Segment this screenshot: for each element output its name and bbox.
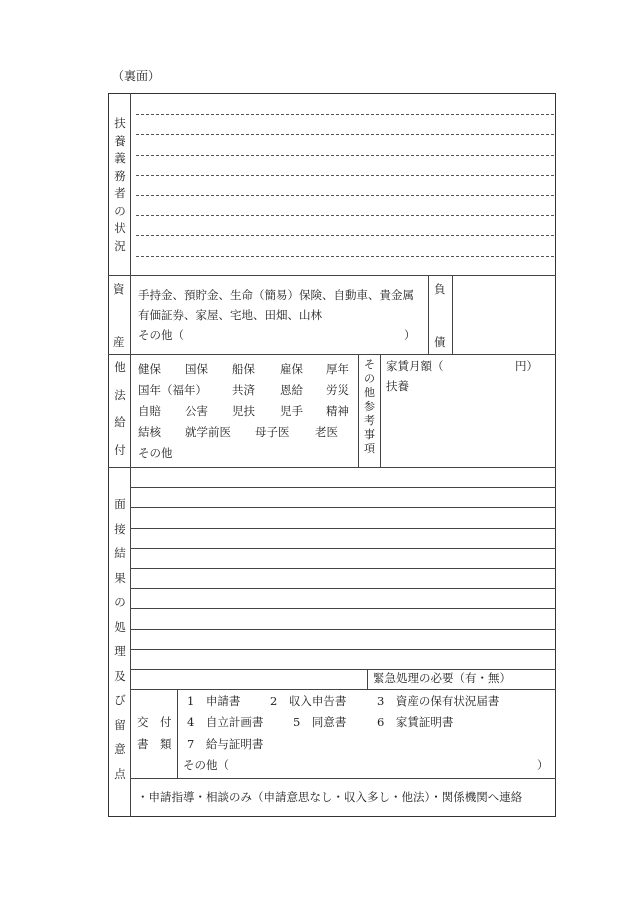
mensetsu-section-label: 面 接 結 果 の 処 理 及 び 留 意 点 bbox=[114, 497, 126, 781]
shisan-line-1: 手持金、預貯金、生命（簡易）保険、自動車、貴金属 bbox=[138, 288, 414, 302]
koufu-label-line2: 書 類 bbox=[137, 737, 172, 751]
followup-options[interactable]: ・申請指導・相談のみ（申請意思なし・収入多し・他法）・関係機関へ連絡 bbox=[137, 790, 523, 804]
shisan-other-close: ） bbox=[404, 328, 416, 342]
koufu-item[interactable]: 6 家賃証明書 bbox=[377, 715, 454, 729]
tahou-item: 雇保 bbox=[280, 362, 303, 376]
fusai-input-area[interactable] bbox=[453, 276, 555, 353]
fuyou-note-label: 扶養 bbox=[386, 379, 409, 393]
koufu-other-close: ） bbox=[537, 758, 549, 772]
fusai-label-bottom: 債 bbox=[434, 335, 446, 349]
tahou-item: その他 bbox=[138, 446, 173, 460]
koufu-item[interactable]: 3 資産の保有状況届書 bbox=[377, 694, 500, 708]
tahou-item: 精神 bbox=[326, 404, 349, 418]
tahou-item: 母子医 bbox=[255, 425, 290, 439]
rent-amount-label: 家賃月額（ bbox=[386, 359, 444, 373]
koufu-item[interactable]: 7 給与証明書 bbox=[187, 737, 264, 751]
koufu-item[interactable]: 1 申請書 bbox=[187, 694, 241, 708]
tahou-item: 自賠 bbox=[138, 404, 161, 418]
tahou-item: 船保 bbox=[232, 362, 255, 376]
koufu-item[interactable]: 4 自立計画書 bbox=[187, 715, 264, 729]
fusai-label-top: 負 bbox=[434, 282, 446, 296]
tahou-item: 労災 bbox=[326, 383, 349, 397]
tahou-section-label: 他 法 給 付 bbox=[114, 360, 126, 457]
form-frame bbox=[108, 93, 556, 817]
tahou-item: 健保 bbox=[138, 362, 161, 376]
sonota-section-label: そ の 他 参 考 事 項 bbox=[364, 358, 375, 455]
rent-amount-unit: 円） bbox=[515, 359, 538, 373]
tahou-item: 児手 bbox=[280, 404, 303, 418]
shisan-label-top: 資 bbox=[113, 282, 125, 296]
tahou-item: 結核 bbox=[138, 425, 161, 439]
tahou-item: 国年（福年） bbox=[138, 383, 207, 397]
shisan-label-bottom: 産 bbox=[113, 335, 125, 349]
koufu-other[interactable]: その他（ bbox=[183, 758, 229, 772]
fuyou-section-label: 扶 養 義 務 者 の 状 況 bbox=[114, 116, 126, 253]
kinkyu-shori-field[interactable]: 緊急処理の必要（有・無） bbox=[373, 671, 511, 685]
tahou-item: 就学前医 bbox=[185, 425, 231, 439]
koufu-label-line1: 交 付 bbox=[137, 715, 172, 729]
koufu-item[interactable]: 5 同意書 bbox=[293, 715, 347, 729]
shisan-line-2: 有価証券、家屋、宅地、田畑、山林 bbox=[138, 308, 322, 322]
tahou-item: 国保 bbox=[185, 362, 208, 376]
tahou-item: 共済 bbox=[232, 383, 255, 397]
tahou-item: 児扶 bbox=[232, 404, 255, 418]
tahou-item: 老医 bbox=[315, 425, 338, 439]
page-side-label: （裏面） bbox=[112, 69, 161, 83]
tahou-item: 恩給 bbox=[280, 383, 303, 397]
tahou-item: 公害 bbox=[185, 404, 208, 418]
shisan-other: その他（ bbox=[138, 328, 184, 342]
tahou-item: 厚年 bbox=[326, 362, 349, 376]
koufu-item[interactable]: 2 収入申告書 bbox=[270, 694, 347, 708]
